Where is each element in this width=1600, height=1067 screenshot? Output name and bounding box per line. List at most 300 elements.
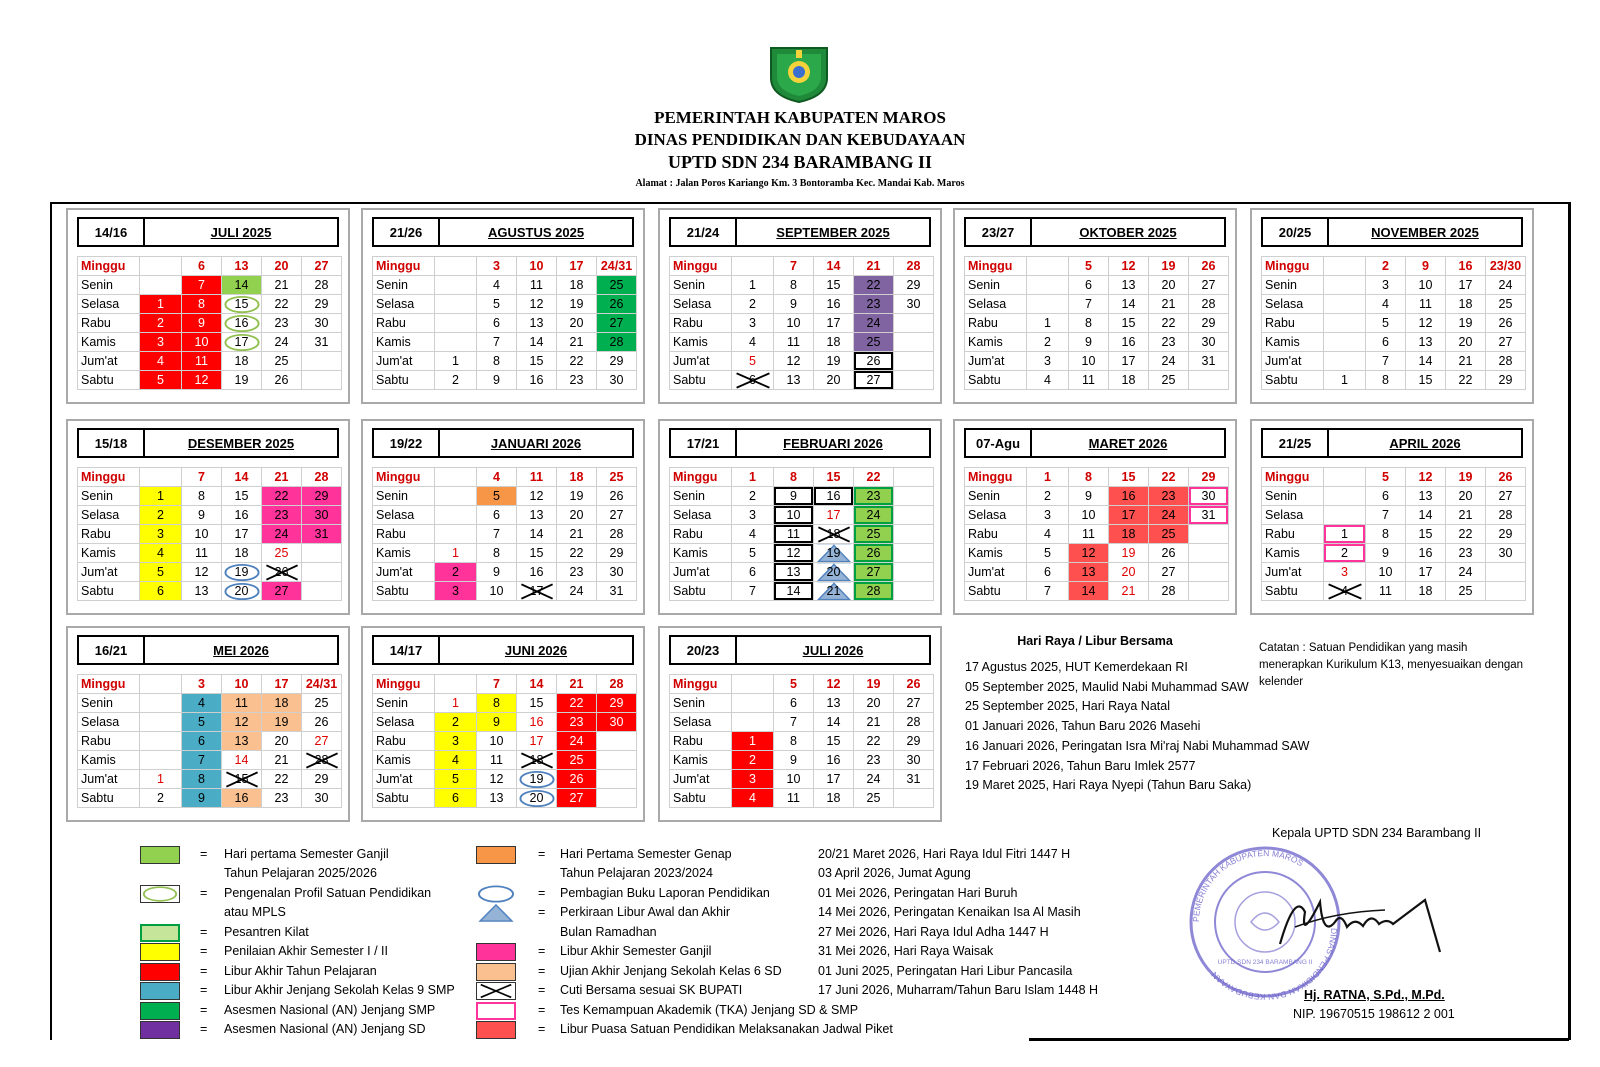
date-cell: 3 <box>435 582 477 601</box>
legend-swatch-purple <box>140 1021 180 1039</box>
day-name: Rabu <box>78 525 140 544</box>
date-cell: 29 <box>597 544 637 563</box>
day-name: Kamis <box>78 544 140 563</box>
date-cell: 3 <box>1366 276 1406 295</box>
date-cell <box>302 544 342 563</box>
date-cell: 6 <box>732 371 774 390</box>
date-cell: 11 <box>1069 371 1109 390</box>
date-cell: 26 <box>1149 544 1189 563</box>
day-name: Sabtu <box>670 371 732 390</box>
day-name: Jum'at <box>1262 563 1324 582</box>
date-cell: 3 <box>435 732 477 751</box>
date-cell: 12 <box>1069 544 1109 563</box>
date-cell: 1 <box>140 295 182 314</box>
date-cell: 30 <box>302 789 342 808</box>
holiday-item: 01 Juni 2025, Peringatan Hari Libur Pancasila <box>818 964 1073 978</box>
date-cell: 11 <box>774 525 814 544</box>
date-cell: 8 <box>182 487 222 506</box>
date-cell: 19 <box>557 295 597 314</box>
date-cell: 15 <box>222 487 262 506</box>
date-cell <box>1486 563 1526 582</box>
date-cell: 24 <box>1149 506 1189 525</box>
date-cell: 10 <box>182 333 222 352</box>
date-cell: 27 <box>1486 487 1526 506</box>
date-cell: 15 <box>222 295 262 314</box>
date-cell: 5 <box>140 563 182 582</box>
sunday-date: 5 <box>1069 257 1109 276</box>
date-cell <box>435 487 477 506</box>
date-cell: 26 <box>262 371 302 390</box>
date-cell: 11 <box>222 694 262 713</box>
day-name: Jum'at <box>78 352 140 371</box>
date-cell: 30 <box>894 751 934 770</box>
holiday-item: 19 Maret 2025, Hari Raya Nyepi (Tahun Baru Saka) <box>965 778 1252 793</box>
date-cell: 8 <box>1366 525 1406 544</box>
date-cell: 5 <box>477 295 517 314</box>
day-name: Rabu <box>670 314 732 333</box>
day-name: Rabu <box>670 525 732 544</box>
date-cell: 12 <box>182 563 222 582</box>
sunday-date: 19 <box>1149 257 1189 276</box>
date-cell: 20 <box>1149 276 1189 295</box>
sunday-date: 22 <box>1149 468 1189 487</box>
date-cell: 30 <box>894 295 934 314</box>
date-cell: 5 <box>1027 544 1069 563</box>
day-name: Minggu <box>965 257 1027 276</box>
sunday-date <box>732 675 774 694</box>
date-cell: 10 <box>477 732 517 751</box>
date-cell <box>435 295 477 314</box>
month-days-table <box>372 256 637 390</box>
date-cell: 16 <box>814 487 854 506</box>
date-cell: 24 <box>557 732 597 751</box>
date-cell: 25 <box>1149 371 1189 390</box>
sunday-date <box>435 468 477 487</box>
day-name: Selasa <box>965 506 1027 525</box>
date-cell: 7 <box>477 525 517 544</box>
sunday-date: 24/31 <box>597 257 637 276</box>
date-cell: 17 <box>1446 276 1486 295</box>
date-cell: 15 <box>517 694 557 713</box>
date-cell: 25 <box>1446 582 1486 601</box>
sunday-date: 3 <box>477 257 517 276</box>
date-cell: 7 <box>774 713 814 732</box>
date-cell: 1 <box>732 732 774 751</box>
date-cell: 2 <box>1027 487 1069 506</box>
legend-equals: = <box>538 1003 546 1017</box>
date-cell: 2 <box>435 371 477 390</box>
svg-text:UPTD SDN 234 BARAMBANG II: UPTD SDN 234 BARAMBANG II <box>1217 959 1313 966</box>
signature-title: Kepala UPTD SDN 234 Barambang II <box>1272 826 1482 840</box>
date-cell: 18 <box>1109 371 1149 390</box>
date-cell <box>435 276 477 295</box>
legend-equals: = <box>200 964 208 978</box>
date-cell <box>1189 582 1229 601</box>
date-cell: 19 <box>814 352 854 371</box>
sunday-date: 8 <box>1069 468 1109 487</box>
month-title: NOVEMBER 2025 <box>1371 224 1479 240</box>
date-cell: 8 <box>182 770 222 789</box>
day-name: Kamis <box>78 751 140 770</box>
month-card <box>658 208 942 404</box>
sunday-date <box>1324 257 1366 276</box>
legend-equals: = <box>200 1022 208 1036</box>
sunday-date: 21 <box>262 468 302 487</box>
effective-days: 07-Agu <box>966 430 1032 456</box>
sunday-date: 9 <box>1406 257 1446 276</box>
legend-label: Tes Kemampuan Akademik (TKA) Jenjang SD & SMP <box>560 1003 859 1017</box>
date-cell: 2 <box>435 713 477 732</box>
month-days-table <box>964 467 1229 601</box>
date-cell <box>1324 314 1366 333</box>
month-header <box>1261 217 1523 247</box>
date-cell <box>1189 544 1229 563</box>
date-cell <box>1027 295 1069 314</box>
date-cell: 11 <box>1366 582 1406 601</box>
date-cell: 14 <box>774 582 814 601</box>
date-cell: 19 <box>517 770 557 789</box>
sunday-date <box>435 675 477 694</box>
date-cell: 18 <box>814 333 854 352</box>
date-cell: 27 <box>854 371 894 390</box>
legend-label: Cuti Bersama sesuai SK BUPATI <box>560 983 743 997</box>
day-name: Senin <box>78 487 140 506</box>
date-cell: 23 <box>557 563 597 582</box>
sunday-date: 17 <box>262 675 302 694</box>
date-cell: 28 <box>597 525 637 544</box>
sunday-date: 10 <box>517 257 557 276</box>
date-cell: 27 <box>597 314 637 333</box>
legend-equals: = <box>200 847 208 861</box>
date-cell: 17 <box>814 770 854 789</box>
month-days-table <box>77 674 342 808</box>
date-cell: 2 <box>732 295 774 314</box>
day-name: Selasa <box>373 295 435 314</box>
date-cell: 24 <box>854 770 894 789</box>
date-cell: 1 <box>435 694 477 713</box>
date-cell: 30 <box>597 371 637 390</box>
date-cell <box>732 713 774 732</box>
date-cell: 20 <box>814 371 854 390</box>
effective-days: 20/25 <box>1263 219 1329 245</box>
sunday-date <box>140 675 182 694</box>
date-cell: 27 <box>557 789 597 808</box>
month-days-table <box>77 256 342 390</box>
day-name: Senin <box>1262 487 1324 506</box>
date-cell: 23 <box>854 295 894 314</box>
date-cell: 11 <box>517 276 557 295</box>
date-cell: 3 <box>140 525 182 544</box>
date-cell: 22 <box>854 732 894 751</box>
day-name: Selasa <box>965 295 1027 314</box>
day-name: Jum'at <box>1262 352 1324 371</box>
holiday-item: 14 Mei 2026, Peringatan Kenaikan Isa Al Masih <box>818 905 1081 919</box>
month-card <box>66 626 350 822</box>
date-cell: 22 <box>557 694 597 713</box>
legend-label: Asesmen Nasional (AN) Jenjang SD <box>224 1022 426 1036</box>
date-cell <box>302 371 342 390</box>
sunday-date: 12 <box>1109 257 1149 276</box>
date-cell: 3 <box>1027 352 1069 371</box>
school-title: UPTD SDN 234 BARAMBANG II <box>667 152 932 172</box>
date-cell <box>435 506 477 525</box>
sunday-date: 15 <box>814 468 854 487</box>
date-cell: 24 <box>557 582 597 601</box>
date-cell: 2 <box>140 314 182 333</box>
date-cell: 31 <box>597 582 637 601</box>
date-cell: 3 <box>1324 563 1366 582</box>
legend-swatch-pgreen <box>140 924 180 942</box>
day-name: Minggu <box>373 257 435 276</box>
date-cell: 30 <box>302 506 342 525</box>
day-name: Minggu <box>1262 257 1324 276</box>
date-cell <box>1324 506 1366 525</box>
sunday-date: 28 <box>597 675 637 694</box>
date-cell: 24 <box>1446 563 1486 582</box>
date-cell: 30 <box>302 314 342 333</box>
date-cell: 4 <box>140 352 182 371</box>
sunday-date <box>435 257 477 276</box>
day-name: Rabu <box>373 314 435 333</box>
month-header <box>77 217 339 247</box>
day-name: Sabtu <box>78 371 140 390</box>
holiday-item: 27 Mei 2026, Hari Raya Idul Adha 1447 H <box>818 925 1049 939</box>
date-cell <box>894 544 934 563</box>
date-cell: 8 <box>1366 371 1406 390</box>
month-days-table <box>1261 467 1526 601</box>
day-name: Kamis <box>373 751 435 770</box>
date-cell <box>1324 295 1366 314</box>
date-cell: 26 <box>557 770 597 789</box>
date-cell: 23 <box>557 713 597 732</box>
date-cell: 14 <box>814 713 854 732</box>
date-cell: 10 <box>477 582 517 601</box>
date-cell: 23 <box>854 487 894 506</box>
legend-swatch-lred <box>476 1021 516 1039</box>
date-cell: 1 <box>140 487 182 506</box>
sunday-date: 26 <box>894 675 934 694</box>
day-name: Rabu <box>78 314 140 333</box>
day-name: Kamis <box>670 333 732 352</box>
date-cell <box>597 770 637 789</box>
day-name: Rabu <box>965 525 1027 544</box>
date-cell: 29 <box>302 770 342 789</box>
date-cell <box>1027 276 1069 295</box>
date-cell: 6 <box>477 506 517 525</box>
holiday-item: 16 Januari 2026, Peringatan Isra Mi'raj Nabi Muhammad SAW <box>965 738 1310 753</box>
sunday-date: 29 <box>1189 468 1229 487</box>
sunday-date: 20 <box>262 257 302 276</box>
month-title: DESEMBER 2025 <box>187 435 295 451</box>
date-cell: 13 <box>814 694 854 713</box>
date-cell <box>1324 352 1366 371</box>
date-cell: 27 <box>302 732 342 751</box>
day-name: Selasa <box>1262 506 1324 525</box>
date-cell <box>1486 582 1526 601</box>
date-cell: 18 <box>814 525 854 544</box>
date-cell <box>1324 276 1366 295</box>
date-cell: 22 <box>1446 371 1486 390</box>
date-cell: 23 <box>557 371 597 390</box>
date-cell: 10 <box>1366 563 1406 582</box>
date-cell <box>140 276 182 295</box>
date-cell: 12 <box>517 487 557 506</box>
sunday-date: 1 <box>1027 468 1069 487</box>
svg-text:DINAS PENDIDIKAN DAN KEBUDAYAA: DINAS PENDIDIKAN DAN KEBUDAYAAN <box>1209 927 1340 1002</box>
date-cell: 20 <box>1446 333 1486 352</box>
date-cell: 15 <box>517 544 557 563</box>
date-cell: 22 <box>1149 314 1189 333</box>
day-name: Selasa <box>78 506 140 525</box>
legend-label: Libur Akhir Semester Ganjil <box>560 944 712 958</box>
date-cell: 25 <box>854 333 894 352</box>
holiday-item: 17 Juni 2026, Muharram/Tahun Baru Islam 1448 H <box>818 983 1099 997</box>
month-title: SEPTEMBER 2025 <box>776 224 890 240</box>
month-card <box>361 419 645 615</box>
day-name: Sabtu <box>78 582 140 601</box>
date-cell: 7 <box>182 276 222 295</box>
month-card <box>361 626 645 822</box>
date-cell: 9 <box>477 713 517 732</box>
date-cell: 11 <box>774 789 814 808</box>
effective-days: 19/22 <box>374 430 440 456</box>
date-cell: 3 <box>732 314 774 333</box>
date-cell: 21 <box>1149 295 1189 314</box>
holiday-item: 20/21 Maret 2026, Hari Raya Idul Fitri 1447 H <box>818 847 1071 861</box>
sunday-date <box>732 257 774 276</box>
date-cell: 21 <box>1109 582 1149 601</box>
date-cell: 30 <box>597 563 637 582</box>
date-cell: 22 <box>1446 525 1486 544</box>
date-cell: 15 <box>814 276 854 295</box>
effective-days: 17/21 <box>671 430 737 456</box>
date-cell <box>1324 333 1366 352</box>
day-name: Kamis <box>1262 333 1324 352</box>
date-cell <box>302 352 342 371</box>
day-name: Jum'at <box>670 352 732 371</box>
date-cell: 25 <box>1149 525 1189 544</box>
sunday-date: 24/31 <box>302 675 342 694</box>
legend-swatch-dgreen <box>140 1002 180 1020</box>
effective-days: 21/24 <box>671 219 737 245</box>
date-cell: 1 <box>732 276 774 295</box>
date-cell: 24 <box>854 314 894 333</box>
date-cell: 23 <box>262 314 302 333</box>
legend-label: Pesantren Kilat <box>224 925 309 939</box>
sunday-date: 12 <box>1406 468 1446 487</box>
school-address: Alamat : Jalan Poros Kariango Km. 3 Bontoramba Kec. Mandai Kab. Maros <box>635 178 965 189</box>
date-cell: 29 <box>1486 525 1526 544</box>
date-cell: 28 <box>1486 506 1526 525</box>
date-cell: 27 <box>1149 563 1189 582</box>
sunday-date: 10 <box>222 675 262 694</box>
date-cell: 24 <box>1149 352 1189 371</box>
date-cell: 8 <box>477 694 517 713</box>
day-name: Jum'at <box>78 563 140 582</box>
day-name: Rabu <box>78 732 140 751</box>
sunday-date: 17 <box>557 257 597 276</box>
date-cell: 24 <box>854 506 894 525</box>
sunday-date: 23/30 <box>1486 257 1526 276</box>
day-name: Jum'at <box>670 770 732 789</box>
holiday-item: 25 September 2025, Hari Raya Natal <box>965 699 1170 714</box>
date-cell: 4 <box>732 789 774 808</box>
date-cell: 13 <box>1109 276 1149 295</box>
sunday-date: 14 <box>222 468 262 487</box>
date-cell: 4 <box>435 751 477 770</box>
date-cell: 5 <box>435 770 477 789</box>
day-name: Selasa <box>1262 295 1324 314</box>
date-cell: 25 <box>262 352 302 371</box>
date-cell <box>894 352 934 371</box>
month-card <box>1250 419 1534 615</box>
date-cell: 23 <box>1149 333 1189 352</box>
day-name: Sabtu <box>373 371 435 390</box>
date-cell: 19 <box>222 371 262 390</box>
legend-equals: = <box>538 944 546 958</box>
sunday-date: 7 <box>182 468 222 487</box>
date-cell: 16 <box>517 371 557 390</box>
month-card <box>953 208 1237 404</box>
date-cell: 9 <box>1069 487 1109 506</box>
legend-equals: = <box>200 925 208 939</box>
holiday-item: 01 Januari 2026, Tahun Baru 2026 Masehi <box>965 719 1201 734</box>
date-cell: 6 <box>140 582 182 601</box>
date-cell: 20 <box>814 563 854 582</box>
date-cell: 10 <box>774 506 814 525</box>
day-name: Sabtu <box>965 371 1027 390</box>
sunday-date: 6 <box>182 257 222 276</box>
date-cell: 22 <box>262 487 302 506</box>
legend-equals: = <box>538 1022 546 1036</box>
date-cell: 12 <box>1406 314 1446 333</box>
sunday-date <box>1324 468 1366 487</box>
month-header <box>1261 428 1523 458</box>
date-cell: 17 <box>222 525 262 544</box>
effective-days: 15/18 <box>79 430 145 456</box>
date-cell: 1 <box>140 770 182 789</box>
sunday-date <box>1027 257 1069 276</box>
date-cell <box>1189 371 1229 390</box>
month-header <box>372 428 634 458</box>
sunday-date: 2 <box>1366 257 1406 276</box>
date-cell: 9 <box>477 371 517 390</box>
day-name: Senin <box>670 276 732 295</box>
svg-text:PEMERINTAH KABUPATEN MAROS: PEMERINTAH KABUPATEN MAROS <box>1190 847 1305 923</box>
month-days-table <box>372 674 637 808</box>
date-cell <box>894 333 934 352</box>
date-cell: 5 <box>140 371 182 390</box>
date-cell: 29 <box>302 487 342 506</box>
day-name: Sabtu <box>78 789 140 808</box>
date-cell: 5 <box>732 544 774 563</box>
date-cell: 20 <box>262 732 302 751</box>
date-cell: 11 <box>1069 525 1109 544</box>
date-cell: 6 <box>774 694 814 713</box>
legend-swatch-peach <box>476 963 516 981</box>
date-cell: 12 <box>477 770 517 789</box>
sunday-date: 21 <box>854 257 894 276</box>
date-cell: 5 <box>477 487 517 506</box>
sunday-date: 18 <box>557 468 597 487</box>
sunday-date: 16 <box>1446 257 1486 276</box>
date-cell: 13 <box>1406 487 1446 506</box>
day-name: Sabtu <box>1262 371 1324 390</box>
date-cell <box>1189 563 1229 582</box>
sunday-date: 21 <box>557 675 597 694</box>
day-name: Senin <box>373 487 435 506</box>
day-name: Sabtu <box>670 789 732 808</box>
